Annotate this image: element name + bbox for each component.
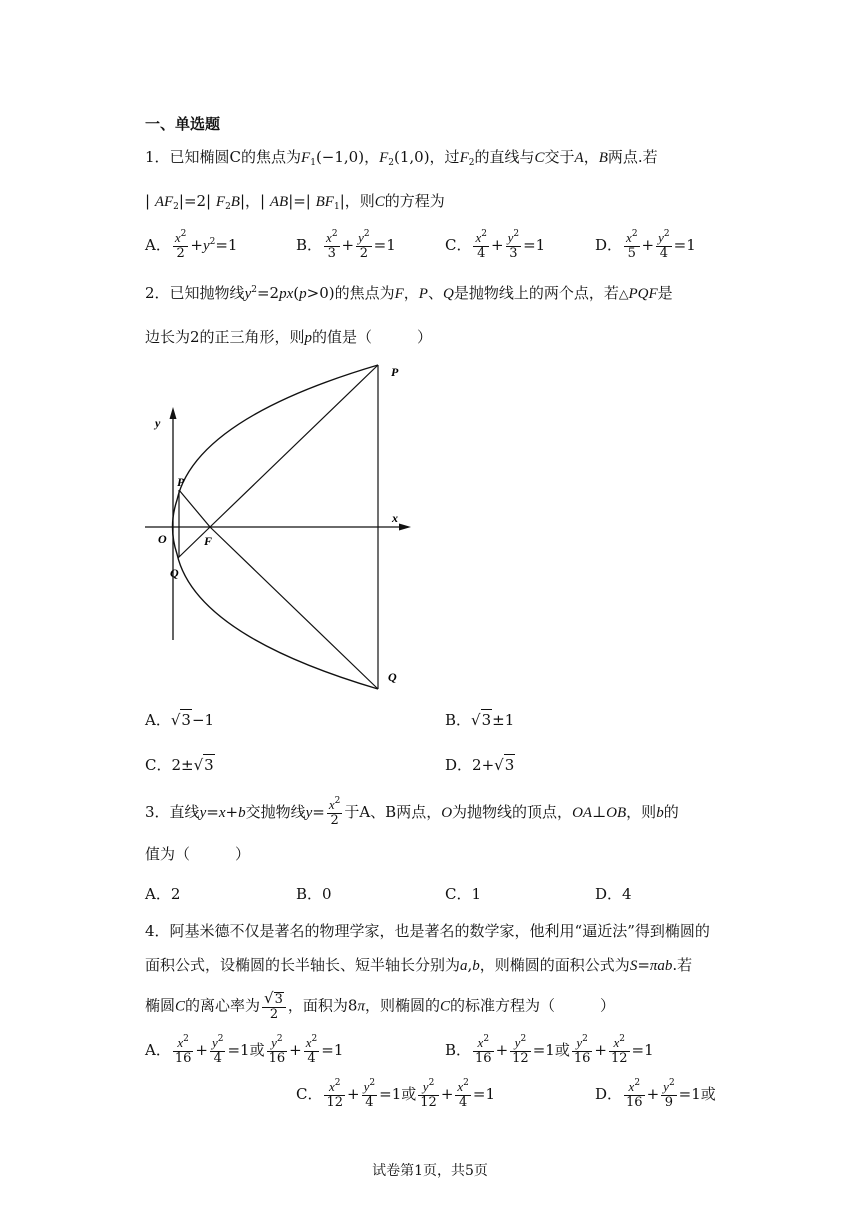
question-2-option-c[interactable]: C．2±√3 (145, 756, 214, 774)
question-4-option-a[interactable]: A． $\frac{x^2}{16}$ + $\frac{y^2}{4}$ =1或 $\frac{y^2}{16}$ + $\frac{x^2}{4}$ =1 (145, 1034, 344, 1066)
question-2-option-b[interactable]: B．√3±1 (445, 711, 515, 729)
y-axis-arrow-icon (170, 407, 177, 419)
question-3-option-a[interactable]: A．2 (145, 885, 181, 903)
label-p-large: P (391, 365, 399, 379)
segment-fq (210, 527, 378, 689)
question-number: 2． (145, 284, 170, 302)
question-4-option-c[interactable]: C． $\frac{x^2}{12}$ + $\frac{y^2}{4}$ =1或 $\frac{y^2}{12}$ + $\frac{x^2}{4}$ =1 (296, 1078, 496, 1110)
question-4-line-2: 面积公式，设椭圆的长半轴长、短半轴长分别为a,b，则椭圆的面积公式为S=πab.若 (145, 956, 693, 974)
question-2-line-1: 2．已知抛物线$y^2=2px(p>0)$的焦点为F，P、Q是抛物线上的两个点，若△PQF是 (145, 284, 673, 302)
question-1-line-2: | $AF_2|=2|$ $F_2B|$，| AB|=| $BF_1|$，则C的方程为 (145, 192, 445, 212)
question-2-line-2: 边长为2的正三角形，则p的值是（ ） (145, 328, 433, 346)
label-y: y (155, 416, 161, 430)
question-2-option-a[interactable]: A．√3−1 (145, 711, 215, 729)
question-4-option-b[interactable]: B． $\frac{x^2}{16}$ + $\frac{y^2}{12}$ =1或 $\frac{y^2}{16}$ + $\frac{x^2}{12}$ =1 (445, 1034, 654, 1066)
question-number: 3． (145, 803, 170, 821)
question-2-option-d[interactable]: D．2+√3 (445, 756, 515, 774)
label-f: F (204, 534, 213, 548)
question-1-line-1: 1．已知椭圆C的焦点为$F_1(-1,0)$，$F_2(1,0)$，过$F_2$的直线与C交于A，B两点.若 (145, 148, 658, 168)
label-q-large: Q (388, 670, 397, 684)
x-axis-arrow-icon (399, 524, 411, 531)
question-3-line-1: 3．直线y=x+b交抛物线y= $\frac{x^2}{2}$ 于A、B两点，O为抛物线的顶点，OA⊥OB，则b的 (145, 796, 679, 828)
label-o: O (158, 532, 167, 546)
parabola-figure (140, 355, 420, 700)
page-footer: 试卷第1页，共5页 (372, 1163, 488, 1179)
question-4-option-d[interactable]: D． $\frac{x^2}{16}$ + $\frac{y^2}{9}$ =1或 (595, 1078, 716, 1110)
question-1-option-a[interactable]: A． $\frac{x^2}{2}$ $+y^2=1$ (145, 229, 238, 261)
question-4-line-1: 4．阿基米德不仅是著名的物理学家，也是著名的数学家，他利用“逼近法”得到椭圆的 (145, 922, 710, 940)
question-4-line-3: 椭圆C的离心率为 $\frac{√3}{2}$ ，面积为8π，则椭圆的C的标准方程为（ ） (145, 989, 616, 1022)
label-p-small: P (177, 475, 185, 489)
segment-fp (210, 365, 378, 527)
question-3-line-2: 值为（ ） (145, 845, 251, 863)
section-title: 一、单选题 (145, 115, 221, 133)
question-1-option-b[interactable]: B． $\frac{x^2}{3}$ + $\frac{y^2}{2}$ =1 (296, 229, 396, 261)
question-3-option-d[interactable]: D．4 (595, 885, 632, 903)
question-1-option-c[interactable]: C． $\frac{x^2}{4}$ + $\frac{y^2}{3}$ =1 (445, 229, 546, 261)
question-3-option-c[interactable]: C．1 (445, 885, 482, 903)
label-x: x (392, 511, 398, 525)
question-3-option-b[interactable]: B．0 (296, 885, 332, 903)
question-number: 4． (145, 922, 170, 940)
question-1-option-d[interactable]: D． $\frac{x^2}{5}$ + $\frac{y^2}{4}$ =1 (595, 229, 696, 261)
label-q-small: Q (170, 566, 179, 580)
question-number: 1． (145, 148, 170, 166)
